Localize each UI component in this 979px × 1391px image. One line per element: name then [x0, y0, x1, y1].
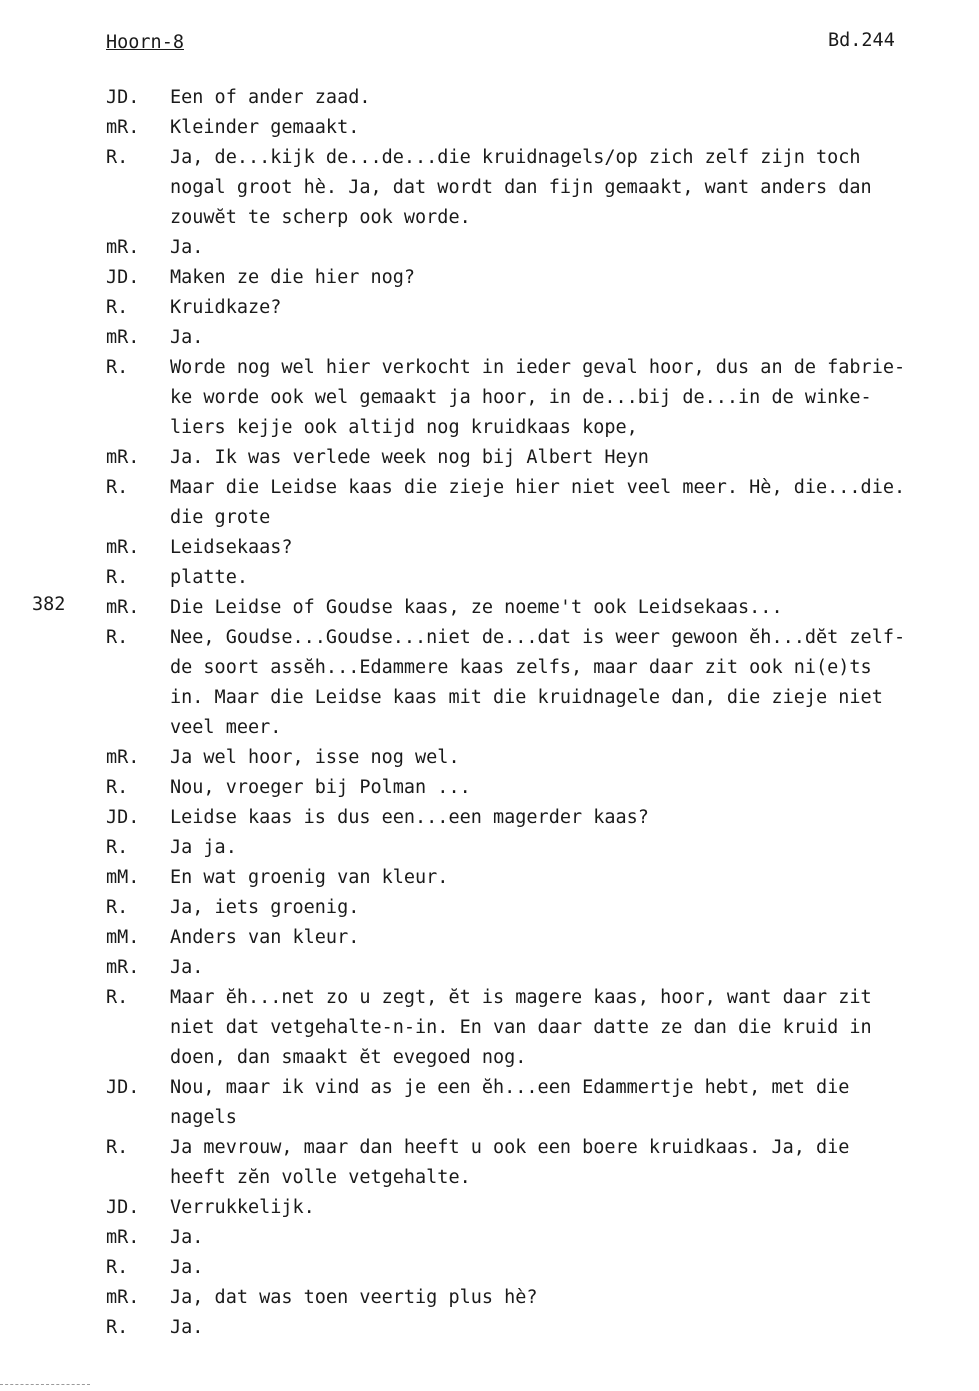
utterance-line: Ja. — [170, 237, 204, 258]
utterance — [170, 623, 976, 743]
margin-note: 382 — [32, 594, 66, 615]
transcript-turn — [106, 623, 976, 743]
utterance-line: En wat groenig van kleur. — [170, 867, 449, 888]
utterance-line: Verrukkelijk. — [170, 1197, 315, 1218]
utterance — [170, 833, 976, 863]
transcript-turn — [106, 563, 976, 593]
speaker-label: mM. — [106, 867, 140, 888]
utterance-line: Leidsekaas? — [170, 537, 293, 558]
utterance-line: Ja. — [170, 1227, 204, 1248]
utterance-line: nogal groot hè. Ja, dat wordt dan fijn gemaakt, want anders dan — [170, 177, 872, 198]
speaker-label: JD. — [106, 1197, 140, 1218]
utterance-line: Maar die Leidse kaas die zieje hier niet veel meer. Hè, die...die. — [170, 477, 906, 498]
utterance-line: Ja. — [170, 1317, 204, 1338]
utterance-line: liers kejje ook altijd nog kruidkaas kope, — [170, 417, 638, 438]
speaker-label: JD. — [106, 267, 140, 288]
speaker-label: R. — [106, 1137, 129, 1158]
transcript-turn — [106, 83, 976, 113]
utterance — [170, 293, 976, 323]
utterance — [170, 773, 976, 803]
transcript-turn — [106, 1073, 976, 1133]
utterance-line: Kleinder gemaakt. — [170, 117, 360, 138]
utterance — [170, 143, 976, 233]
utterance-line: Maar ĕh...net zo u zegt, ĕt is magere kaas, hoor, want daar zit — [170, 987, 872, 1008]
speaker-label: R. — [106, 297, 129, 318]
utterance — [170, 263, 976, 293]
speaker-label: JD. — [106, 87, 140, 108]
utterance-line: nagels — [170, 1107, 237, 1128]
speaker-label: R. — [106, 147, 129, 168]
utterance-line: die grote — [170, 507, 271, 528]
utterance — [170, 593, 976, 623]
transcript-turn — [106, 1313, 976, 1343]
utterance-line: niet dat vetgehalte-n-in. En van daar datte ze dan die kruid in — [170, 1017, 872, 1038]
speaker-label: mR. — [106, 237, 140, 258]
transcript-turn — [106, 323, 976, 353]
transcript-turn — [106, 743, 976, 773]
speaker-label: R. — [106, 987, 129, 1008]
utterance — [170, 803, 976, 833]
document-location-header: Hoorn-8 — [106, 32, 184, 53]
utterance-line: zouwĕt te scherp ook worde. — [170, 207, 471, 228]
utterance-line: Ja mevrouw, maar dan heeft u ook een boere kruidkaas. Ja, die — [170, 1137, 850, 1158]
utterance-line: veel meer. — [170, 717, 282, 738]
utterance — [170, 743, 976, 773]
utterance — [170, 923, 976, 953]
speaker-label: R. — [106, 1317, 129, 1338]
speaker-label: mR. — [106, 117, 140, 138]
transcript-turn — [106, 893, 976, 923]
utterance-line: Ja, dat was toen veertig plus hè? — [170, 1287, 538, 1308]
utterance — [170, 1133, 976, 1193]
transcript-turn — [106, 293, 976, 323]
utterance-line: Maken ze die hier nog? — [170, 267, 416, 288]
utterance-line: Nou, vroeger bij Polman ... — [170, 777, 471, 798]
utterance — [170, 1073, 976, 1133]
utterance-line: in. Maar die Leidse kaas mit die kruidnagele dan, die zieje niet — [170, 687, 883, 708]
speaker-label: R. — [106, 777, 129, 798]
speaker-label: R. — [106, 477, 129, 498]
utterance-line: heeft zĕn volle vetgehalte. — [170, 1167, 471, 1188]
utterance-line: Nou, maar ik vind as je een ĕh...een Edammertje hebt, met die — [170, 1077, 850, 1098]
utterance-line: Ja ja. — [170, 837, 237, 858]
utterance-line: Anders van kleur. — [170, 927, 360, 948]
speaker-label: R. — [106, 837, 129, 858]
utterance-line: Die Leidse of Goudse kaas, ze noeme't ook Leidsekaas... — [170, 597, 783, 618]
transcript-turn — [106, 1283, 976, 1313]
utterance — [170, 893, 976, 923]
transcript-turn — [106, 233, 976, 263]
speaker-label: R. — [106, 897, 129, 918]
transcript-turn — [106, 593, 976, 623]
utterance — [170, 533, 976, 563]
speaker-label: mR. — [106, 447, 140, 468]
speaker-label: JD. — [106, 1077, 140, 1098]
utterance — [170, 953, 976, 983]
transcript-turn — [106, 1193, 976, 1223]
utterance — [170, 1223, 976, 1253]
transcript-turn — [106, 263, 976, 293]
utterance-line: Ja wel hoor, isse nog wel. — [170, 747, 460, 768]
transcript-turn — [106, 863, 976, 893]
transcript-turn — [106, 143, 976, 233]
utterance — [170, 443, 976, 473]
utterance — [170, 473, 976, 533]
speaker-label: JD. — [106, 807, 140, 828]
utterance — [170, 563, 976, 593]
utterance-line: ke worde ook wel gemaakt ja hoor, in de...bij de...in de winke- — [170, 387, 872, 408]
utterance-line: Kruidkaze? — [170, 297, 282, 318]
transcript-turn — [106, 353, 976, 443]
utterance-line: Nee, Goudse...Goudse...niet de...dat is weer gewoon ĕh...dĕt zelf- — [170, 627, 906, 648]
utterance — [170, 83, 976, 113]
speaker-label: mR. — [106, 1287, 140, 1308]
utterance-line: Ja, de...kijk de...de...die kruidnagels/op zich zelf zijn toch — [170, 147, 861, 168]
transcript-turn — [106, 473, 976, 533]
speaker-label: R. — [106, 567, 129, 588]
speaker-label: mR. — [106, 597, 140, 618]
transcript-turn — [106, 773, 976, 803]
utterance-line: Ja. — [170, 1257, 204, 1278]
transcript-turn — [106, 803, 976, 833]
bottom-divider — [0, 1384, 90, 1385]
utterance-line: Ja. Ik was verlede week nog bij Albert Heyn — [170, 447, 649, 468]
transcript-turn — [106, 983, 976, 1073]
utterance — [170, 113, 976, 143]
utterance-line: Ja. — [170, 327, 204, 348]
utterance-line: Worde nog wel hier verkocht in ieder geval hoor, dus an de fabrie- — [170, 357, 906, 378]
utterance — [170, 863, 976, 893]
utterance-line: platte. — [170, 567, 248, 588]
speaker-label: mR. — [106, 957, 140, 978]
document-page-reference: Bd.244 — [828, 30, 895, 51]
utterance — [170, 1193, 976, 1223]
speaker-label: mR. — [106, 327, 140, 348]
transcript-turn — [106, 1253, 976, 1283]
transcript-turn — [106, 1223, 976, 1253]
speaker-label: mR. — [106, 1227, 140, 1248]
speaker-label: mM. — [106, 927, 140, 948]
transcript-turn — [106, 923, 976, 953]
transcript — [106, 83, 976, 1343]
utterance-line: Een of ander zaad. — [170, 87, 371, 108]
transcript-turn — [106, 533, 976, 563]
utterance — [170, 233, 976, 263]
transcript-turn — [106, 833, 976, 863]
utterance — [170, 353, 976, 443]
speaker-label: mR. — [106, 747, 140, 768]
transcript-turn — [106, 953, 976, 983]
transcript-turn — [106, 1133, 976, 1193]
utterance-line: Ja. — [170, 957, 204, 978]
transcript-turn — [106, 443, 976, 473]
utterance-line: doen, dan smaakt ĕt evegoed nog. — [170, 1047, 527, 1068]
utterance — [170, 983, 976, 1073]
speaker-label: R. — [106, 627, 129, 648]
transcript-turn — [106, 113, 976, 143]
utterance-line: Leidse kaas is dus een...een magerder kaas? — [170, 807, 649, 828]
utterance — [170, 323, 976, 353]
utterance-line: Ja, iets groenig. — [170, 897, 360, 918]
utterance — [170, 1313, 976, 1343]
utterance — [170, 1283, 976, 1313]
speaker-label: mR. — [106, 537, 140, 558]
utterance-line: de soort assĕh...Edammere kaas zelfs, maar daar zit ook ni(e)ts — [170, 657, 872, 678]
speaker-label: R. — [106, 1257, 129, 1278]
utterance — [170, 1253, 976, 1283]
speaker-label: R. — [106, 357, 129, 378]
